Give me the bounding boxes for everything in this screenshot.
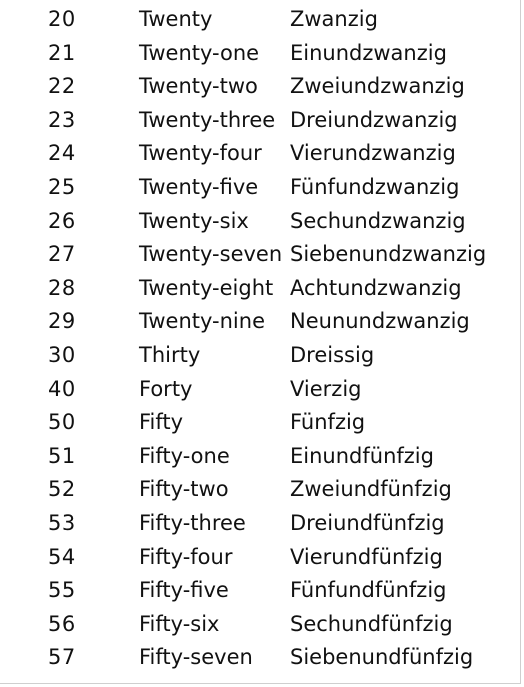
numeral-cell: 40 [48,376,76,401]
english-word-cell: Twenty-six [139,208,249,233]
english-word-cell: Twenty-nine [139,309,265,334]
german-word-cell: Sechundfünfzig [290,611,453,636]
german-word-cell: Vierundzwanzig [290,141,456,166]
number-row [0,440,520,474]
number-row [0,104,520,138]
numeral-cell: 27 [48,242,76,267]
german-word-cell: Dreiundfünfzig [290,510,445,535]
number-row [0,37,520,71]
numeral-cell: 54 [48,544,76,569]
german-word-cell: Dreiundzwanzig [290,107,458,132]
number-row [0,641,520,675]
number-row [0,473,520,507]
english-word-cell: Twenty-five [139,174,259,199]
number-row [0,406,520,440]
numeral-cell: 24 [48,141,76,166]
german-word-cell: Dreissig [290,342,375,367]
numeral-cell: 28 [48,275,76,300]
german-word-cell: Siebenundfünfzig [290,645,474,670]
english-word-cell: Fifty-four [139,544,233,569]
german-word-cell: Sechundzwanzig [290,208,466,233]
german-word-cell: Zweiundzwanzig [290,74,465,99]
english-word-cell: Twenty-four [139,141,262,166]
number-row [0,507,520,541]
number-row [0,339,520,373]
numeral-cell: 22 [48,74,76,99]
numeral-cell: 52 [48,477,76,502]
english-word-cell: Fifty-two [139,477,229,502]
english-word-cell: Forty [139,376,193,401]
number-row [0,3,520,37]
german-word-cell: Zwanzig [290,7,378,31]
numeral-cell: 30 [48,342,76,367]
german-word-cell: Zweiundfünfzig [290,477,452,502]
numeral-cell: 57 [48,645,76,670]
number-row [0,305,520,339]
english-word-cell: Fifty-three [139,510,246,535]
english-word-cell: Twenty [139,7,213,31]
numeral-cell: 51 [48,443,76,468]
english-word-cell: Twenty-three [139,107,276,132]
numeral-cell: 23 [48,107,76,132]
english-word-cell: Fifty-five [139,578,229,603]
number-row [0,70,520,104]
german-word-cell: Neunundzwanzig [290,309,470,334]
english-word-cell: Twenty-seven [139,242,283,267]
numeral-cell: 56 [48,611,76,636]
number-row [0,137,520,171]
number-row [0,272,520,306]
german-word-cell: Fünfundfünfzig [290,578,447,603]
english-word-cell: Thirty [139,342,201,367]
german-word-cell: Siebenundzwanzig [290,242,487,267]
number-row [0,171,520,205]
german-word-cell: Einundzwanzig [290,40,447,65]
number-row [0,541,520,575]
english-word-cell: Fifty-six [139,611,220,636]
number-row [0,608,520,642]
number-list [0,3,520,675]
english-word-cell: Fifty [139,410,184,435]
number-row [0,574,520,608]
numeral-cell: 29 [48,309,76,334]
english-word-cell: Twenty-two [139,74,258,99]
english-word-cell: Fifty-seven [139,645,253,670]
numeral-cell: 50 [48,410,76,435]
number-row [0,238,520,272]
english-word-cell: Twenty-one [139,40,260,65]
number-row [0,373,520,407]
numeral-cell: 55 [48,578,76,603]
german-word-cell: Fünfzig [290,410,366,435]
german-word-cell: Fünfundzwanzig [290,174,460,199]
numeral-cell: 21 [48,40,76,65]
english-word-cell: Twenty-eight [139,275,274,300]
german-word-cell: Vierzig [290,376,362,401]
numeral-cell: 25 [48,174,76,199]
numeral-cell: 26 [48,208,76,233]
numeral-cell: 53 [48,510,76,535]
number-row [0,205,520,239]
numeral-cell: 20 [48,7,76,31]
german-word-cell: Einundfünfzig [290,443,434,468]
german-word-cell: Vierundfünfzig [290,544,443,569]
german-word-cell: Achtundzwanzig [290,275,462,300]
english-word-cell: Fifty-one [139,443,230,468]
